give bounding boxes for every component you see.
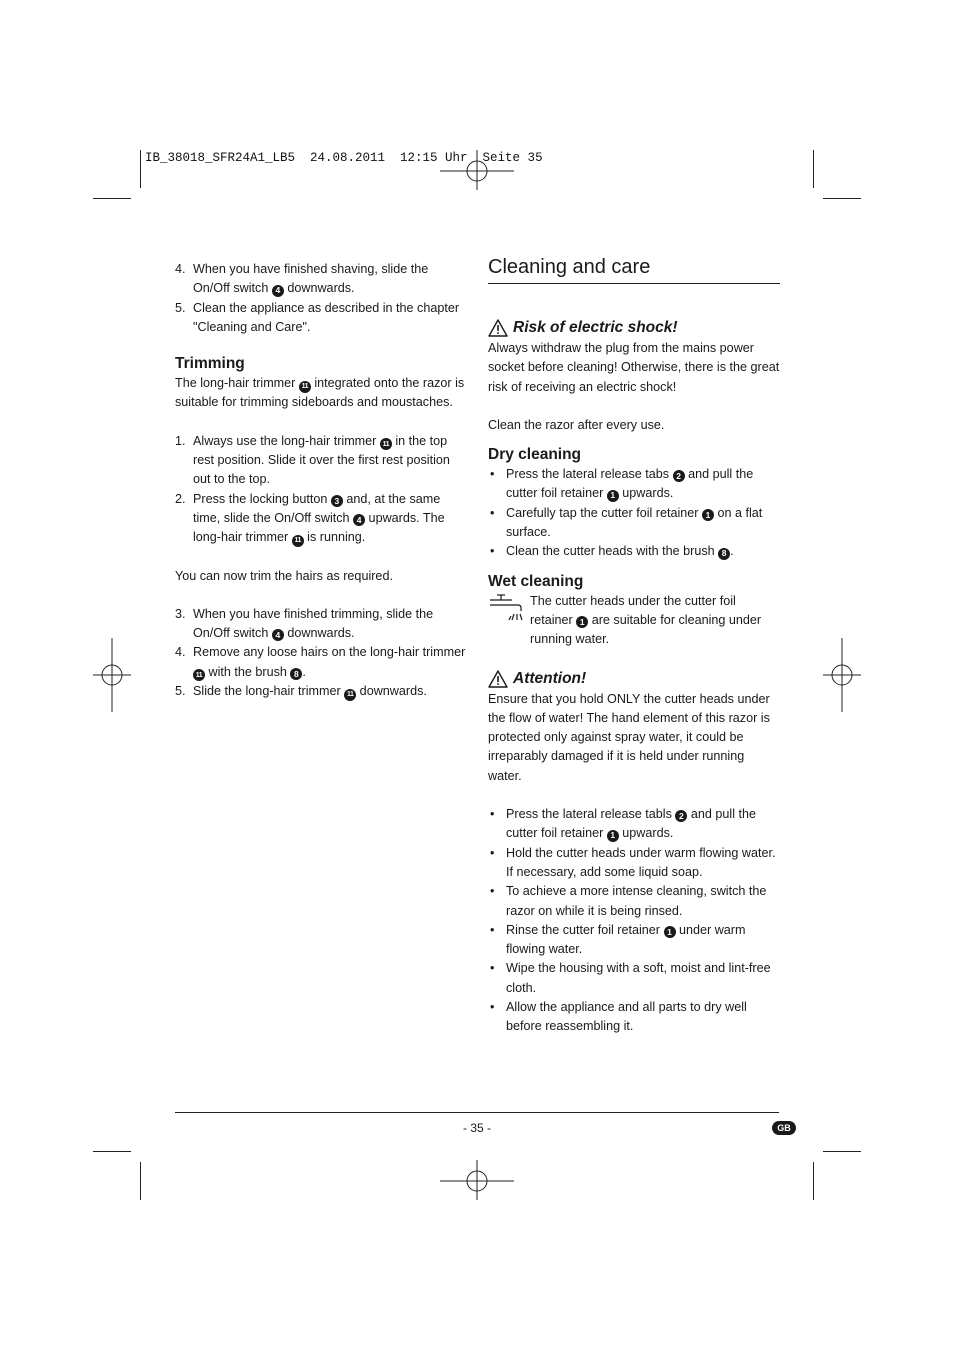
- part-number-badge: 11: [344, 689, 356, 701]
- bullet-icon: •: [490, 884, 495, 899]
- attention-heading: [488, 668, 780, 690]
- part-number-badge: 4: [272, 629, 284, 641]
- part-number-badge: 2: [673, 470, 685, 482]
- wet-cleaning-intro-block: [488, 592, 780, 650]
- part-number-badge: 1: [607, 830, 619, 842]
- part-number-badge: 11: [292, 535, 304, 547]
- list-item: • Press the lateral release tabls 2 and pull the cutter foil retainer 1 upwards.: [490, 807, 757, 841]
- bullet-icon: •: [490, 961, 495, 976]
- attention-text: Ensure that you hold ONLY the cutter heads under the flow of water! The hand element of this razor is protected only against spray water, it could be irreparably damaged if it is held under running water.: [488, 691, 770, 783]
- bullet-icon: •: [490, 807, 495, 822]
- trim-now-text: You can now trim the hairs as required.: [175, 568, 393, 583]
- bullet-icon: •: [490, 845, 495, 860]
- list-item: 4. When you have finished shaving, slide the On/Off switch 4 downwards.: [175, 262, 429, 296]
- list-item: 5. Clean the appliance as described in the chapter "Cleaning and Care".: [175, 300, 460, 334]
- trimming-finish-steps-list: [175, 605, 467, 701]
- print-slug: IB_38018_SFR24A1_LB5 24.08.2011 12:15 Uhr Seite 35: [145, 151, 543, 165]
- bullet-icon: •: [490, 1000, 495, 1015]
- list-number: 3.: [175, 606, 186, 621]
- list-item: 2. Press the locking button 3 and, at the same time, slide the On/Off switch 4 upwards. The long-hair trimmer 11 is running.: [175, 490, 467, 548]
- list-item: • Wipe the housing with a soft, moist and lint-free cloth.: [490, 961, 771, 995]
- bullet-icon: •: [490, 922, 495, 937]
- wet-cleaning-heading: Wet cleaning: [488, 572, 584, 590]
- part-number-badge: 1: [664, 926, 676, 938]
- bullet-icon: •: [490, 505, 495, 520]
- warning-triangle-icon: [488, 670, 508, 688]
- dry-cleaning-heading: Dry cleaning: [488, 446, 582, 464]
- wet-cleaning-list: [488, 805, 780, 1037]
- list-item: • Rinse the cutter foil retainer 1 under warm flowing water.: [490, 922, 746, 957]
- list-item: • Carefully tap the cutter foil retainer 1 on a flat surface.: [490, 505, 763, 540]
- trimming-heading: Trimming: [175, 355, 245, 373]
- part-number-badge: 8: [718, 548, 730, 560]
- list-number: 4.: [175, 262, 186, 276]
- part-number-badge: 2: [675, 810, 687, 822]
- part-number-badge: 1: [607, 490, 619, 502]
- page-number: - 35 -: [462, 1121, 491, 1135]
- list-item: 3. When you have finished trimming, slide the On/Off switch 4 downwards.: [175, 606, 434, 641]
- part-number-badge: 4: [272, 285, 284, 297]
- shaving-steps-list: [175, 260, 467, 337]
- list-item: • Allow the appliance and all parts to dry well before reassembling it.: [490, 1000, 747, 1034]
- part-number-badge: 4: [353, 514, 365, 526]
- trimming-steps-list: [175, 432, 467, 548]
- list-item: 5. Slide the long-hair trimmer 11 downwards.: [175, 682, 467, 701]
- part-number-badge: 8: [290, 668, 302, 680]
- list-number: 2.: [175, 491, 186, 506]
- part-number-badge: 1: [702, 509, 714, 521]
- left-column: [175, 260, 467, 701]
- dry-cleaning-list: [488, 465, 780, 561]
- water-tap-icon: [488, 594, 524, 622]
- shock-warning-heading: [488, 317, 780, 339]
- clean-every-use-text: Clean the razor after every use.: [488, 417, 665, 432]
- shock-warning-title: Risk of electric shock!: [513, 319, 678, 336]
- warning-triangle-icon: [488, 319, 508, 337]
- part-number-badge: 3: [331, 495, 343, 507]
- attention-title: Attention!: [513, 669, 587, 687]
- language-badge: GB: [772, 1121, 796, 1135]
- list-number: 4.: [175, 645, 186, 660]
- list-item: • Press the lateral release tabs 2 and pull the cutter foil retainer 1 upwards.: [490, 467, 754, 501]
- part-number-badge: 11: [380, 438, 392, 450]
- section-title: Cleaning and care: [488, 253, 780, 284]
- part-number-badge: 11: [193, 669, 205, 681]
- list-item: 4. Remove any loose hairs on the long-hair trimmer 11 with the brush 8 .: [175, 643, 467, 682]
- list-item: 1. Always use the long-hair trimmer 11 in the top rest position. Slide it over the first rest position out to the top.: [175, 433, 450, 487]
- list-item: • Clean the cutter heads with the brush 8 .: [488, 542, 780, 561]
- right-column: [488, 253, 780, 1037]
- list-number: 1.: [175, 433, 186, 448]
- wet-cleaning-intro: The cutter heads under the cutter foil retainer 1 are suitable for cleaning under running water.: [530, 593, 762, 647]
- part-number-badge: 1: [576, 616, 588, 628]
- part-number-badge: 11: [299, 381, 311, 393]
- trimming-intro: The long-hair trimmer 11 integrated onto the razor is suitable for trimming sideboards and moustaches.: [175, 376, 465, 410]
- bullet-icon: •: [490, 467, 495, 482]
- list-item: • To achieve a more intense cleaning, switch the razor on while it is being rinsed.: [490, 884, 767, 918]
- list-number: 5.: [175, 684, 186, 699]
- shock-warning-text: Always withdraw the plug from the mains power socket before cleaning! Otherwise, there is the great risk of receiving an electric shock!: [488, 341, 780, 394]
- bullet-icon: •: [490, 544, 495, 559]
- list-item: • Hold the cutter heads under warm flowing water. If necessary, add some liquid soap.: [490, 845, 776, 879]
- list-number: 5.: [175, 300, 186, 315]
- footer-rule: [175, 1112, 779, 1113]
